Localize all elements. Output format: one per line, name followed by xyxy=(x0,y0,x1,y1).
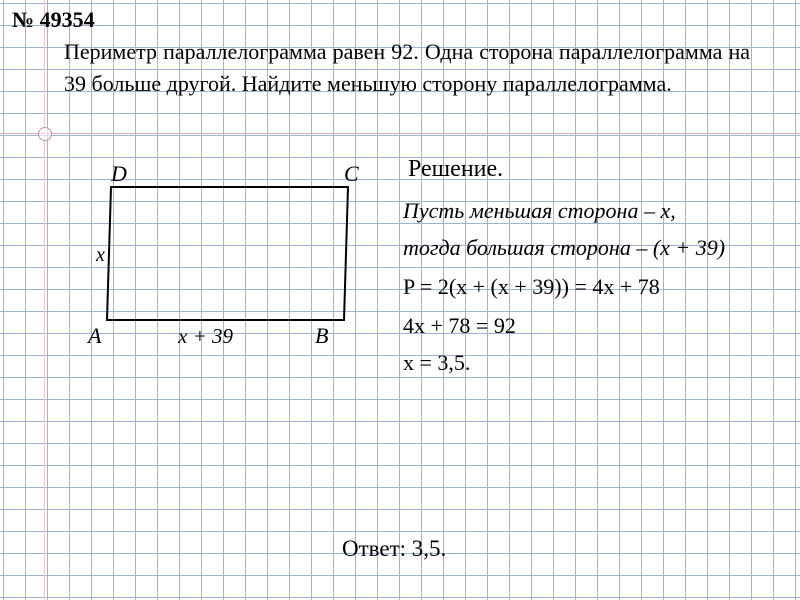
notebook-margin-vertical xyxy=(44,0,45,600)
problem-number: № 49354 xyxy=(12,7,95,32)
vertex-d-label: D xyxy=(111,161,127,186)
problem-statement: Периметр параллелограмма равен 92. Одна сторона параллелограмма на 39 больше другой. Найдите меньшую сторону параллелограмма. xyxy=(64,39,750,96)
solution-step: тогда большая сторона – (x + 39) xyxy=(403,235,726,260)
vertex-b-label: B xyxy=(315,323,329,348)
solution-title: Решение. xyxy=(408,156,504,182)
parallelogram-shape xyxy=(107,187,348,320)
vertex-c-label: C xyxy=(344,161,359,186)
margin-hole-icon xyxy=(38,127,52,141)
solution-step: P = 2(x + (x + 39)) = 4x + 78 xyxy=(403,274,660,299)
answer-text: Ответ: 3,5. xyxy=(342,536,447,561)
solution-step: 4x + 78 = 92 xyxy=(403,313,516,338)
vertex-a-label: A xyxy=(88,323,102,348)
solution-step: Пусть меньшая сторона – x, xyxy=(403,198,676,223)
notebook-margin-line xyxy=(0,133,800,134)
side-long-label: x + 39 xyxy=(178,324,233,348)
parallelogram-figure xyxy=(78,155,378,355)
solution-step: x = 3,5. xyxy=(403,350,471,375)
side-short-label: x xyxy=(96,244,105,266)
